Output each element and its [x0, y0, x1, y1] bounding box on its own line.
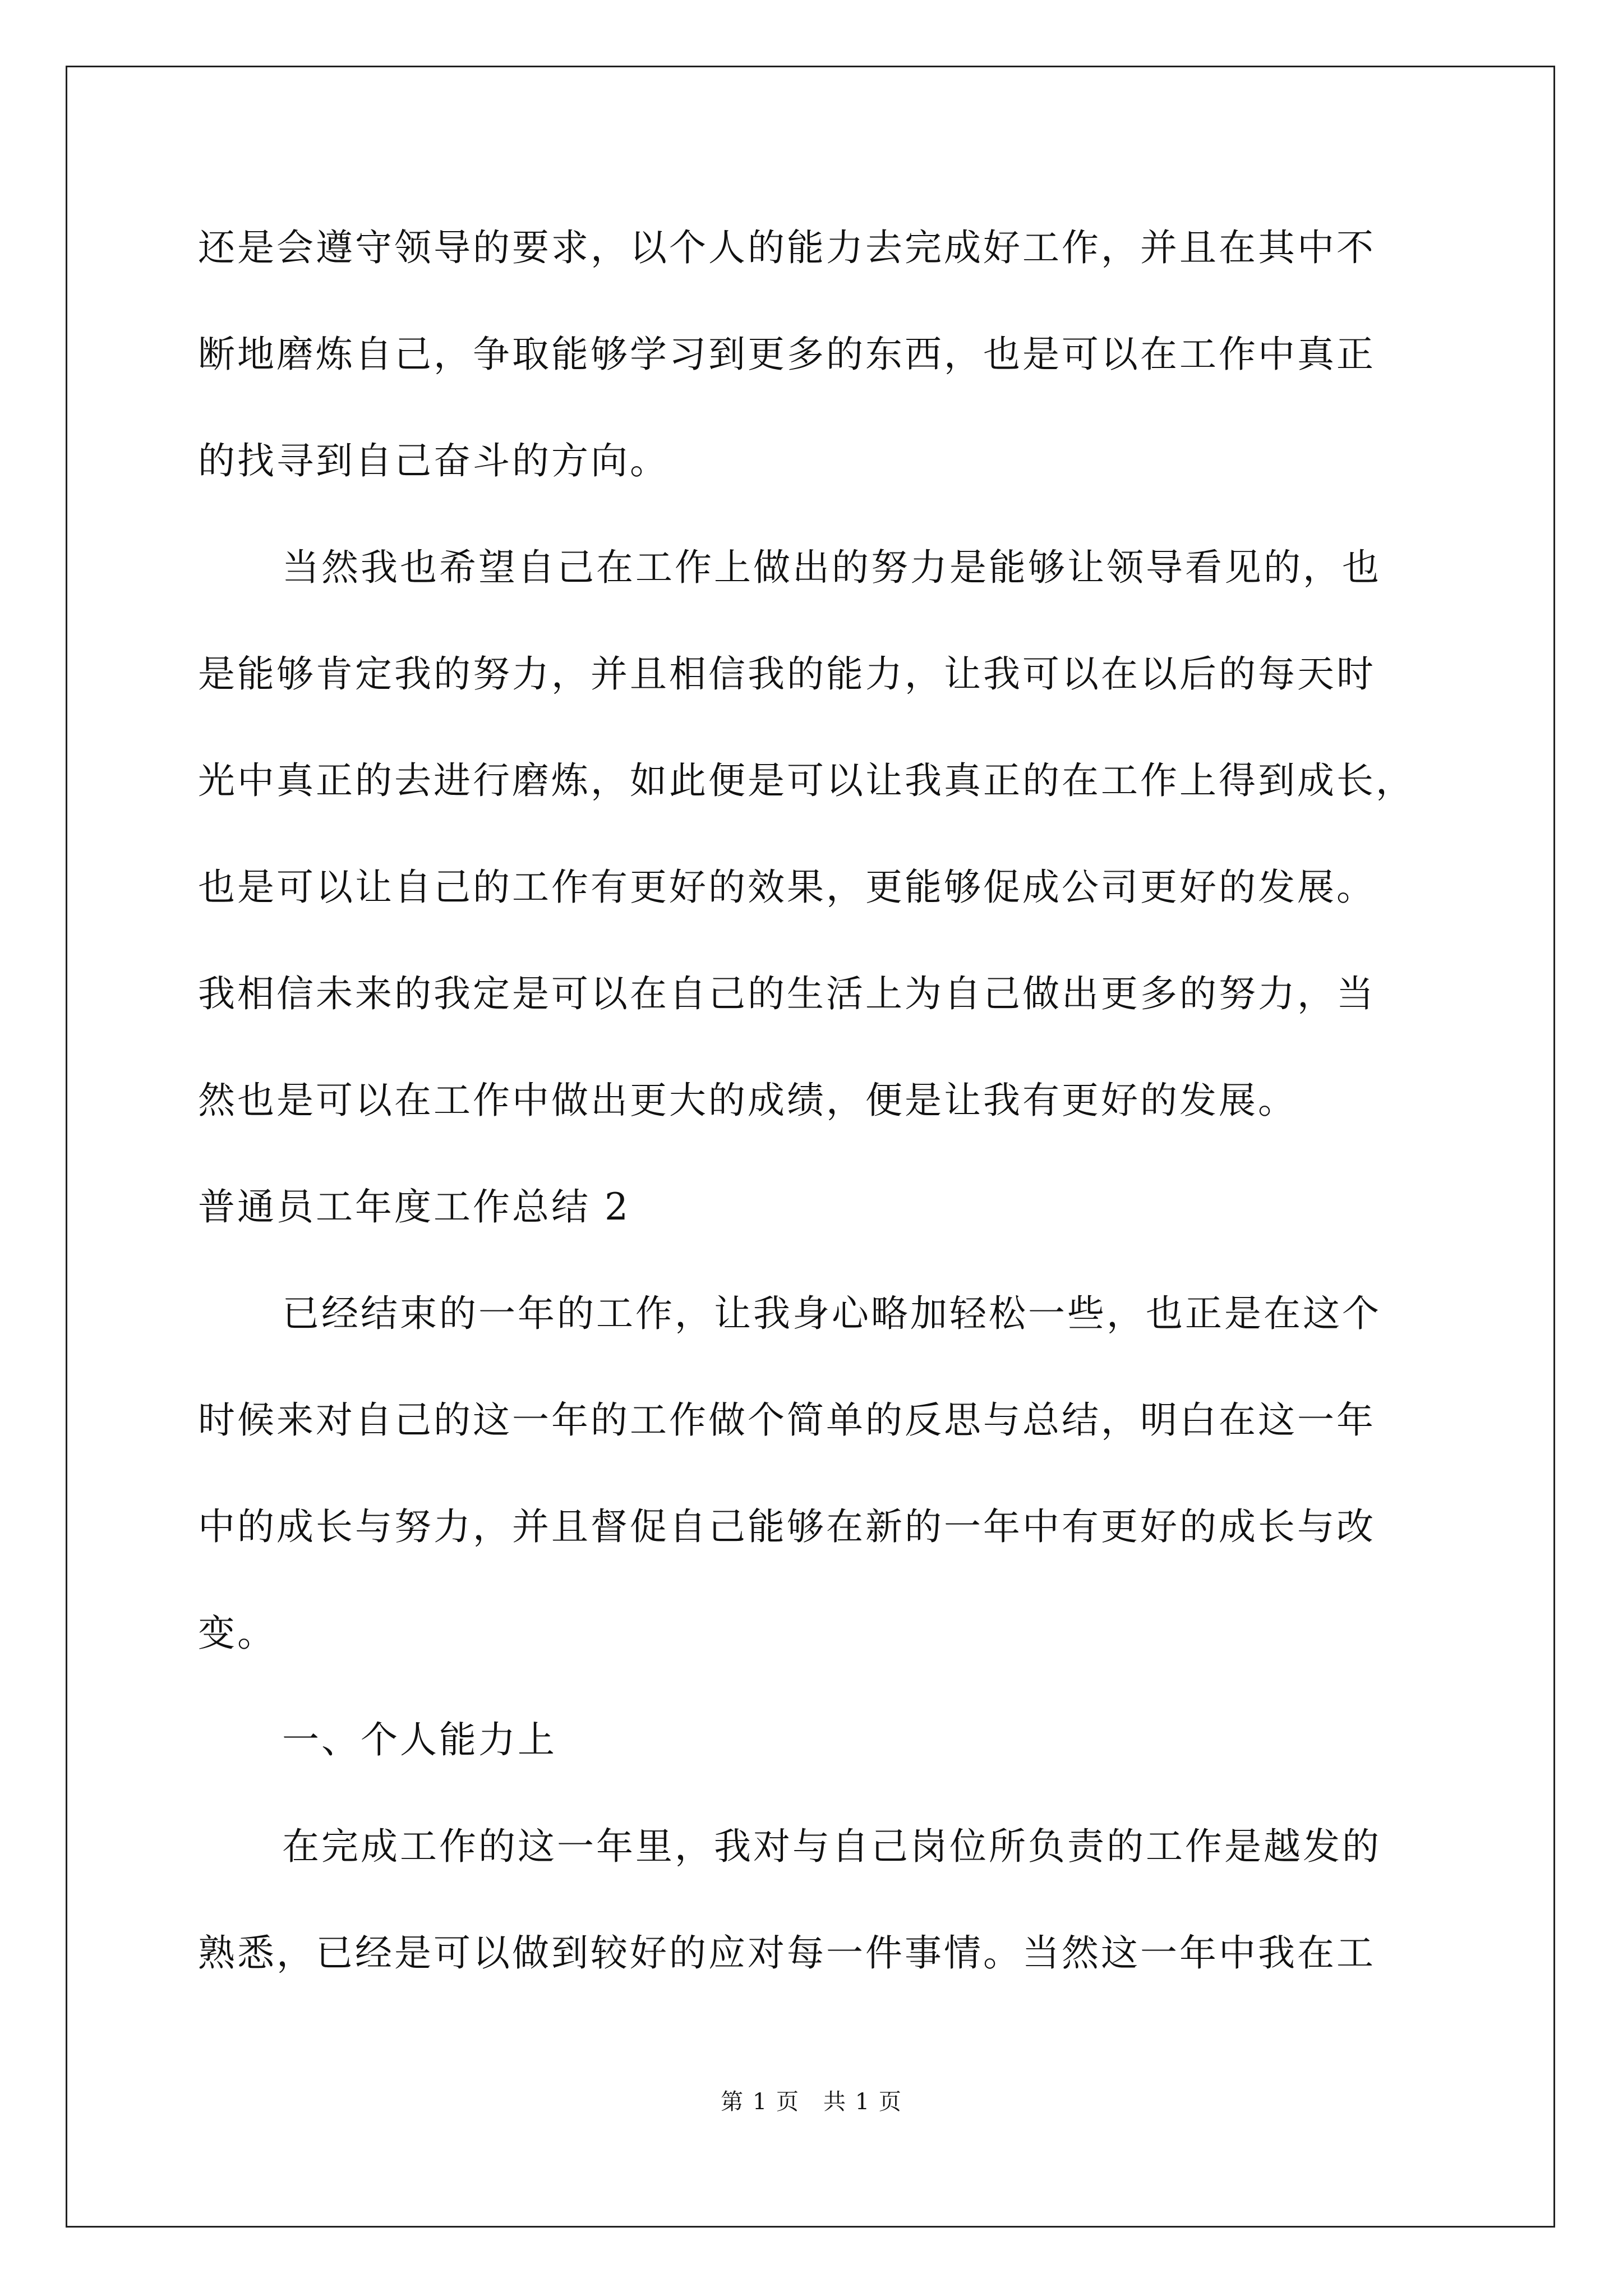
paragraph-line: 已经结束的一年的工作，让我身心略加轻松一些，也正是在这个	[282, 1292, 1381, 1335]
page-footer: 第 1 页 共 1 页	[721, 2089, 902, 2115]
paragraph-line: 断地磨炼自己，争取能够学习到更多的东西，也是可以在工作中真正	[198, 333, 1376, 376]
section-heading: 普通员工年度工作总结 2	[198, 1185, 630, 1228]
subsection-heading: 一、个人能力上	[282, 1718, 557, 1761]
paragraph-line: 也是可以让自己的工作有更好的效果，更能够促成公司更好的发展。	[198, 866, 1376, 909]
document-body	[198, 220, 1437, 2032]
paragraph-line: 我相信未来的我定是可以在自己的生活上为自己做出更多的努力，当	[198, 972, 1376, 1015]
paragraph-line: 中的成长与努力，并且督促自己能够在新的一年中有更好的成长与改	[198, 1505, 1376, 1548]
paragraph-line: 时候来对自己的这一年的工作做个简单的反思与总结，明白在这一年	[198, 1398, 1376, 1442]
paragraph-line: 变。	[198, 1612, 276, 1655]
paragraph-line: 在完成工作的这一年里，我对与自己岗位所负责的工作是越发的	[282, 1825, 1381, 1868]
paragraph-line: 是能够肯定我的努力，并且相信我的能力，让我可以在以后的每天时	[198, 652, 1376, 696]
paragraph-line: 然也是可以在工作中做出更大的成绩，便是让我有更好的发展。	[198, 1079, 1297, 1122]
paragraph-line: 光中真正的去进行磨炼，如此便是可以让我真正的在工作上得到成长，	[198, 759, 1415, 802]
paragraph-line: 当然我也希望自己在工作上做出的努力是能够让领导看见的，也	[282, 546, 1381, 589]
paragraph-line: 的找寻到自己奋斗的方向。	[198, 439, 669, 482]
paragraph-line: 熟悉，已经是可以做到较好的应对每一件事情。当然这一年中我在工	[198, 1931, 1376, 1975]
paragraph-line: 还是会遵守领导的要求，以个人的能力去完成好工作，并且在其中不	[198, 226, 1376, 269]
